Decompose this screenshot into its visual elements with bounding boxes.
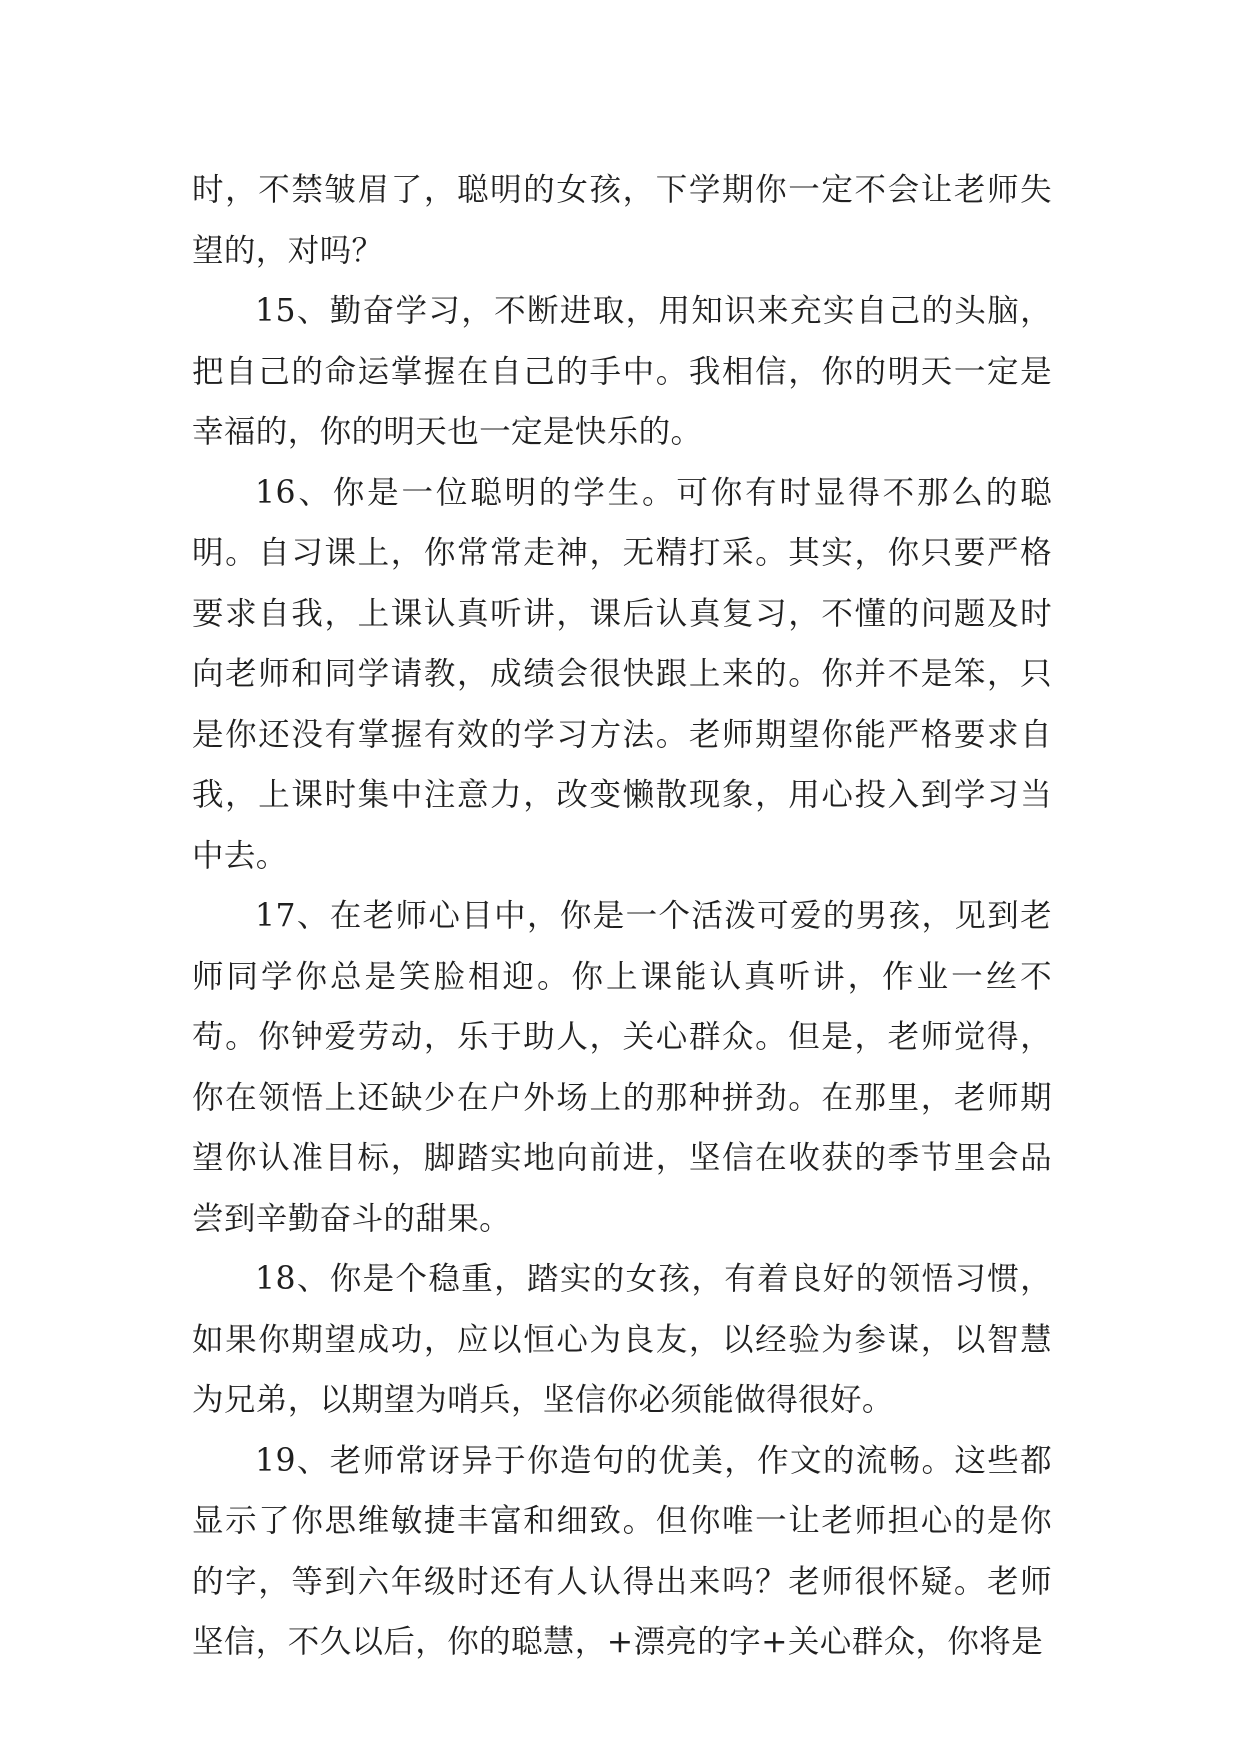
paragraph-16: 16、你是一位聪明的学生。可你有时显得不那么的聪明。自习课上，你常常走神，无精打采。其实，你只要严格要求自我，上课认真听讲，课后认真复习，不懂的问题及时向老师和同学请教，成绩会很快跟上来的。你并不是笨，只是你还没有掌握有效的学习方法。老师期望你能严格要求自我，上课时集中注意力，改变懒散现象，用心投入到学习当中去。: [192, 474, 1052, 874]
document-body: [192, 160, 1052, 1673]
paragraph-15: 15、勤奋学习，不断进取，用知识来充实自己的头脑，把自己的命运掌握在自己的手中。我相信，你的明天一定是幸福的，你的明天也一定是快乐的。: [192, 293, 1052, 450]
paragraph-continued: 时，不禁皱眉了，聪明的女孩，下学期你一定不会让老师失望的，对吗？: [192, 172, 1052, 269]
paragraph-17: 17、在老师心目中，你是一个活泼可爱的男孩，见到老师同学你总是笑脸相迎。你上课能认真听讲，作业一丝不苟。你钟爱劳动，乐于助人，关心群众。但是，老师觉得，你在领悟上还缺少在户外场上的那种拼劲。在那里，老师期望你认准目标，脚踏实地向前进，坚信在收获的季节里会品尝到辛勤奋斗的甜果。: [192, 898, 1052, 1237]
paragraph-19: 19、老师常讶异于你造句的优美，作文的流畅。这些都显示了你思维敏捷丰富和细致。但你唯一让老师担心的是你的字，等到六年级时还有人认得出来吗？老师很怀疑。老师坚信，不久以后，你的聪慧，+漂亮的字+关心群众，你将是: [192, 1442, 1052, 1660]
paragraph-18: 18、你是个稳重，踏实的女孩，有着良好的领悟习惯，如果你期望成功，应以恒心为良友，以经验为参谋，以智慧为兄弟，以期望为哨兵，坚信你必须能做得很好。: [192, 1261, 1052, 1418]
